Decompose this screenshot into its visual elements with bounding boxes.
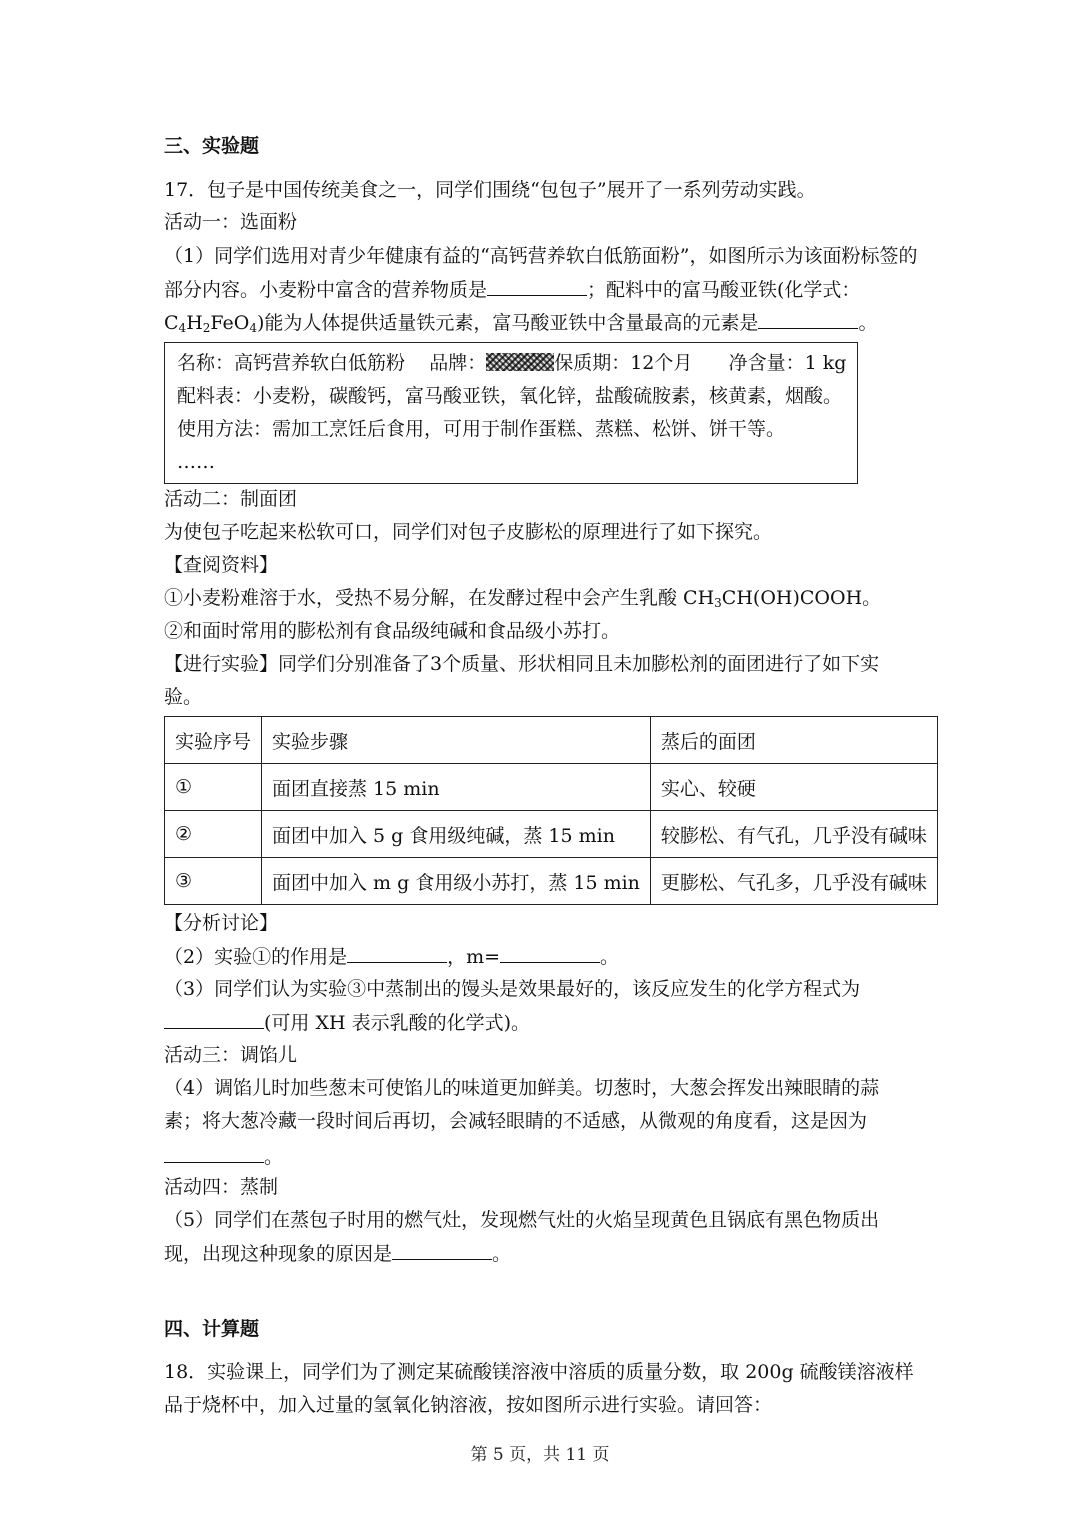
table-header: 实验步骤 xyxy=(262,717,651,764)
section-heading-experiment: 三、实验题 xyxy=(164,135,260,157)
q17-part3-line1: （3）同学们认为实验③中蒸制出的馒头是效果最好的，该反应发生的化学方程式为 xyxy=(164,978,861,1000)
answer-blank-element[interactable] xyxy=(758,310,858,329)
ref1-text-a: ①小麦粉难溶于水，受热不易分解，在发酵过程中会产生乳酸 CH xyxy=(164,587,715,609)
answer-blank-equation[interactable] xyxy=(164,1010,264,1029)
q17-part3-line2 xyxy=(164,1010,924,1035)
q17-part4-line1: （4）调馅儿时加些葱末可使馅儿的味道更加鲜美。切葱时，大葱会挥发出辣眼睛的蒜 xyxy=(164,1077,880,1099)
part3-note: (可用 XH 表示乳酸的化学式)。 xyxy=(264,1012,531,1034)
table-cell: 较膨松、有气孔，几乎没有碱味 xyxy=(650,811,937,858)
reference-item-2: ②和面时常用的膨松剂有食品级纯碱和食品级小苏打。 xyxy=(164,620,621,642)
table-cell: 面团直接蒸 15 min xyxy=(262,764,651,811)
table-cell: 面团中加入 5 g 食用级纯碱，蒸 15 min xyxy=(262,811,651,858)
period: 。 xyxy=(600,946,620,968)
formula-subscript: 2 xyxy=(202,321,211,335)
answer-blank-reason[interactable] xyxy=(392,1241,492,1260)
label-shelf-life: 保质期：12个月 xyxy=(554,352,693,374)
table-row xyxy=(165,858,938,905)
label-name: 名称：高钙营养软白低筋粉 xyxy=(177,352,406,374)
table-row xyxy=(165,811,938,858)
label-net-weight: 净含量：1 kg xyxy=(728,352,847,374)
flour-label-box xyxy=(164,342,858,484)
q17-part1-line2 xyxy=(164,277,924,302)
period: 。 xyxy=(264,1146,284,1168)
q17-part5-line2 xyxy=(164,1241,924,1266)
q17-part1-line1: （1）同学们选用对青少年健康有益的“高钙营养软白低筋面粉”，如图所示为该面粉标签的 xyxy=(164,245,918,267)
reference-item-1 xyxy=(164,586,924,610)
experiment-intro-line2: 验。 xyxy=(164,686,203,708)
analysis-title: 【分析讨论】 xyxy=(164,912,279,934)
formula-subscript: 3 xyxy=(714,596,722,610)
activity-4-title: 活动四：蒸制 xyxy=(164,1176,279,1198)
period: 。 xyxy=(858,312,878,334)
redacted-brand-mark xyxy=(486,353,554,371)
answer-blank-nutrient[interactable] xyxy=(487,277,587,296)
period: 。 xyxy=(492,1243,512,1265)
part1-text-a: 部分内容。小麦粉中富含的营养物质是 xyxy=(164,279,488,301)
formula-subscript: 4 xyxy=(249,321,258,335)
ref1-text-b: CH(OH)COOH。 xyxy=(721,587,882,609)
section-heading-calculation: 四、计算题 xyxy=(164,1318,260,1340)
formula-subscript: 4 xyxy=(178,321,187,335)
formula-part: H xyxy=(186,312,203,334)
table-cell: ② xyxy=(165,811,262,858)
answer-blank-microscopic[interactable] xyxy=(164,1144,264,1163)
part1-text-b: ；配料中的富马酸亚铁(化学式： xyxy=(587,279,861,301)
table-cell: 更膨松、气孔多，几乎没有碱味 xyxy=(650,858,937,905)
q17-part1-line3 xyxy=(164,310,924,335)
activity-1-title: 活动一：选面粉 xyxy=(164,211,298,233)
experiment-table xyxy=(164,716,938,905)
q17-part4-line2: 素；将大葱冷藏一段时间后再切，会减轻眼睛的不适感，从微观的角度看，这是因为 xyxy=(164,1110,868,1132)
label-ingredients: 配料表：小麦粉，碳酸钙，富马酸亚铁，氧化锌，盐酸硫胺素，核黄素，烟酸。 xyxy=(177,385,843,407)
q17-part4-line3 xyxy=(164,1144,924,1169)
formula-part: C xyxy=(164,312,179,334)
q18-line1: 18．实验课上，同学们为了测定某硫酸镁溶液中溶质的质量分数，取 200g 硫酸镁溶液样 xyxy=(164,1361,914,1383)
q18-line2: 品于烧杯中，加入过量的氢氧化钠溶液，按如图所示进行实验。请回答： xyxy=(164,1394,773,1416)
part2-text-b: ，m= xyxy=(447,946,501,968)
part2-text-a: （2）实验①的作用是 xyxy=(164,946,348,968)
activity-2-intro: 为使包子吃起来松软可口，同学们对包子皮膨松的原理进行了如下探究。 xyxy=(164,521,773,543)
label-line1 xyxy=(177,351,846,375)
answer-blank-purpose[interactable] xyxy=(347,944,447,963)
q17-part5-line1: （5）同学们在蒸包子时用的燃气灶，发现燃气灶的火焰呈现黄色且锅底有黑色物质出 xyxy=(164,1209,880,1231)
answer-blank-m-value[interactable] xyxy=(500,944,600,963)
table-header-row xyxy=(165,717,938,764)
label-brand: 品牌： xyxy=(429,352,487,374)
activity-3-title: 活动三：调馅儿 xyxy=(164,1044,298,1066)
reference-title: 【查阅资料】 xyxy=(164,554,279,576)
q17-part2 xyxy=(164,944,924,969)
activity-2-title: 活动二：制面团 xyxy=(164,488,298,510)
table-header: 蒸后的面团 xyxy=(650,717,937,764)
formula-part: FeO xyxy=(210,312,250,334)
q17-stem: 17．包子是中国传统美食之一，同学们围绕“包包子”展开了一系列劳动实践。 xyxy=(164,179,816,201)
label-ellipsis: …… xyxy=(177,451,215,473)
page-number-footer: 第 5 页，共 11 页 xyxy=(470,1445,610,1465)
table-cell: 实心、较硬 xyxy=(650,764,937,811)
table-header: 实验序号 xyxy=(165,717,262,764)
table-row xyxy=(165,764,938,811)
label-usage: 使用方法：需加工烹饪后食用，可用于制作蛋糕、蒸糕、松饼、饼干等。 xyxy=(177,418,786,440)
experiment-intro-line1: 【进行实验】同学们分别准备了3个质量、形状相同且未加膨松剂的面团进行了如下实 xyxy=(164,653,880,675)
part1-text-c: )能为人体提供适量铁元素，富马酸亚铁中含量最高的元素是 xyxy=(257,312,759,334)
table-cell: 面团中加入 m g 食用级小苏打，蒸 15 min xyxy=(262,858,651,905)
table-cell: ③ xyxy=(165,858,262,905)
table-cell: ① xyxy=(165,764,262,811)
part5-text: 现，出现这种现象的原因是 xyxy=(164,1243,393,1265)
